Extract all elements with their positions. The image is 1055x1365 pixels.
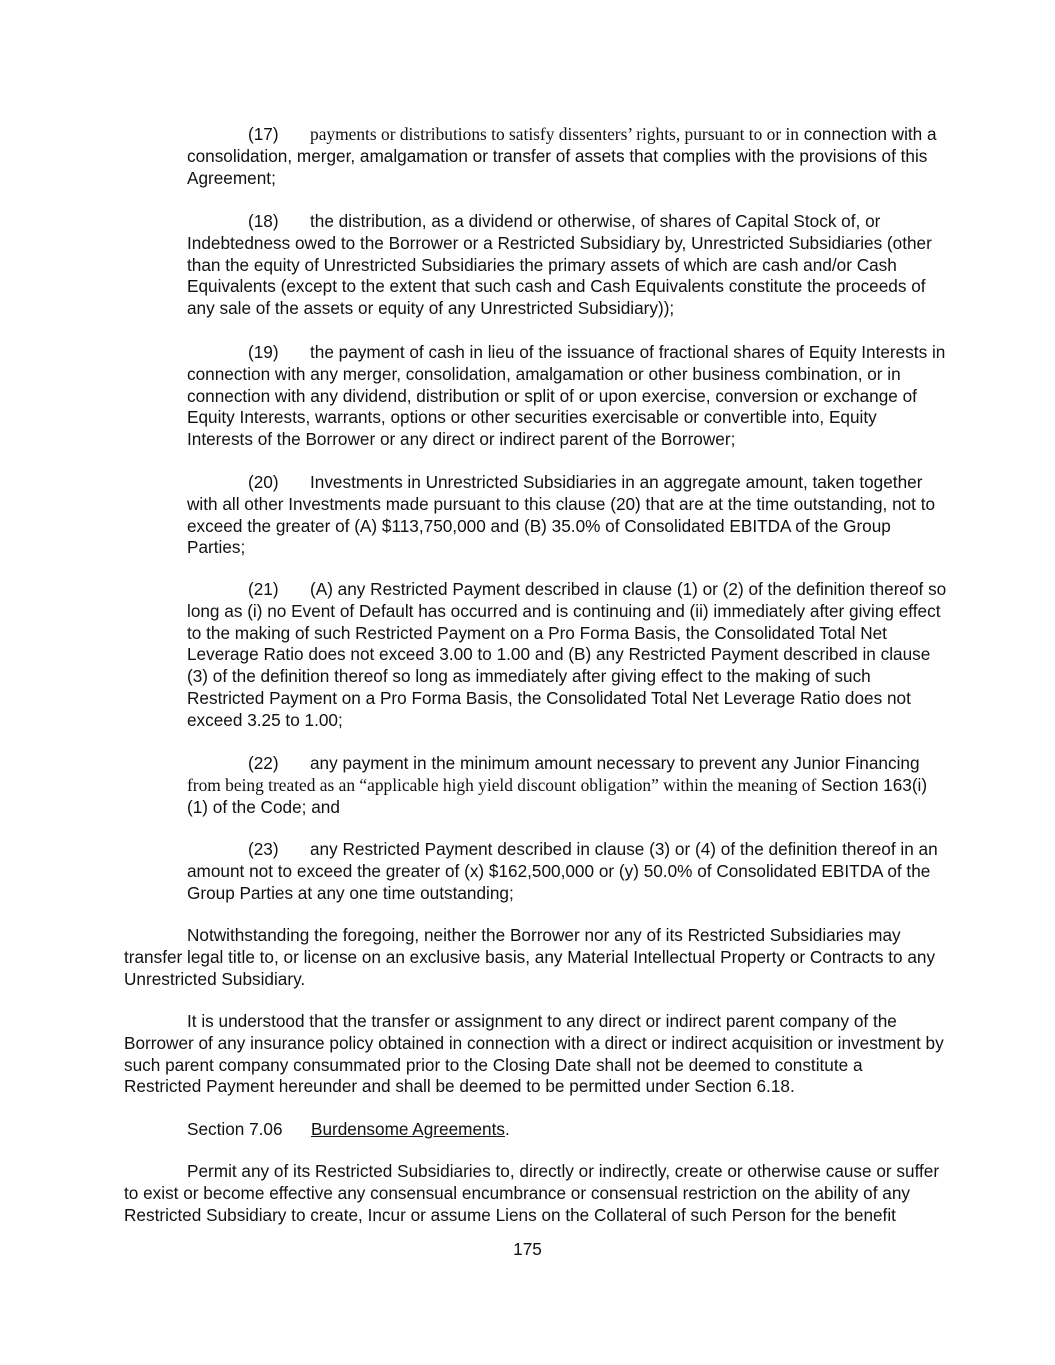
clause-text: Investments in Unrestricted Subsidiaries in an aggregate amount, taken together with all other Investments made pursuant to this clause (20) that are at the time outstanding, not to exceed the greater of (A) $113,750,000 and (B) 35.0% of Consolidated EBITDA of the Group Parties; [187,472,936,558]
clause-text-first-line: any payment in the minimum amount necessary to prevent any Junior Financing [310,753,920,773]
clause-number: (21) [248,579,279,599]
clause-18 [187,211,947,320]
clause-number: (23) [248,839,279,859]
clause-number: (19) [248,342,279,362]
clause-text: any Restricted Payment described in clause (3) or (4) of the definition thereof in an amount not to exceed the greater of (x) $162,500,000 or (y) 50.0% of Consolidated EBITDA of the Group Parties at any one time outstanding; [187,839,938,903]
clause-number: (22) [248,753,279,773]
clause-text: (A) any Restricted Payment described in clause (1) or (2) of the definition thereof so long as (i) no Event of Default has occurred and is continuing and (ii) immediately after giving effect to the making of such Restricted Payment on a Pro Forma Basis, the Consolidated Total Net Leverage Ratio does not exceed 3.00 to 1.00 and (B) any Restricted Payment described in clause (3) of the definition thereof so long as immediately after giving effect to the making of such Restricted Payment on a Pro Forma Basis, the Consolidated Total Net Leverage Ratio does not exceed 3.25 to 1.00; [187,579,947,730]
clause-number: (20) [248,472,279,492]
permit-paragraph: Permit any of its Restricted Subsidiaries to, directly or indirectly, create or otherwise cause or suffer to exist or become effective any consensual encumbrance or consensual restriction on the ability of any Restricted Subsidiary to create, Incur or assume Liens on the Collateral of such Person for the benefit [124,1161,940,1225]
section-title-period: . [504,1119,510,1139]
section-title: Burdensome Agreements [311,1119,505,1139]
understood-paragraph: It is understood that the transfer or assignment to any direct or indirect parent company of the Borrower of any insurance policy obtained in connection with a direct or indirect acquisition or investment by such parent company consummated prior to the Closing Date shall not be deemed to constitute a Restricted Payment hereunder and shall be deemed to be permitted under Section 6.18. [124,1011,944,1097]
clause-text: connection with a consolidation, merger, amalgamation or transfer of assets that complies with the provisions of this Agreement; [187,124,937,188]
clause-text: the payment of cash in lieu of the issuance of fractional shares of Equity Interests in connection with any merger, consolidation, amalgamation or other business combination, or in connection with any dividend, distribution or split of or upon exercise, conversion or exchange of Equity Interests, warrants, options or other securities exercisable or convertible into, Equity Interests of the Borrower or any direct or indirect parent of the Borrower; [187,342,946,450]
clause-17 [187,124,947,189]
clause-19 [187,342,947,451]
clause-21 [187,579,947,732]
clause-20 [187,472,947,559]
clause-23 [187,839,947,904]
page-number: 175 [513,1239,542,1259]
clause-text: Section 163(i)(1) of the Code; and [187,774,928,817]
clause-text-serif-line: from being treated as an “applicable high yield discount obligation” within the meaning of [187,774,817,795]
section-number: Section 7.06 [187,1119,283,1139]
notwithstanding-paragraph: Notwithstanding the foregoing, neither the Borrower nor any of its Restricted Subsidiaries may transfer legal title to, or license on an exclusive basis, any Material Intellectual Property or Contracts to any Unrestricted Subsidiary. [124,925,936,989]
clause-text-first-line: payments or distributions to satisfy dissenters’ rights, pursuant to or in [310,124,799,144]
clause-number: (18) [248,211,279,231]
clause-22 [187,753,947,818]
clause-text: the distribution, as a dividend or otherwise, of shares of Capital Stock of, or Indebtedness owed to the Borrower or a Restricted Subsidiary by, Unrestricted Subsidiaries (other than the equity of Unrestricted Subsidiaries the primary assets of which are cash and/or Cash Equivalents (except to the extent that such cash and Cash Equivalents constitute the proceeds of any sale of the assets or equity of any Unrestricted Subsidiary)); [187,211,932,319]
clause-number: (17) [248,124,279,144]
section-heading [187,1119,887,1141]
